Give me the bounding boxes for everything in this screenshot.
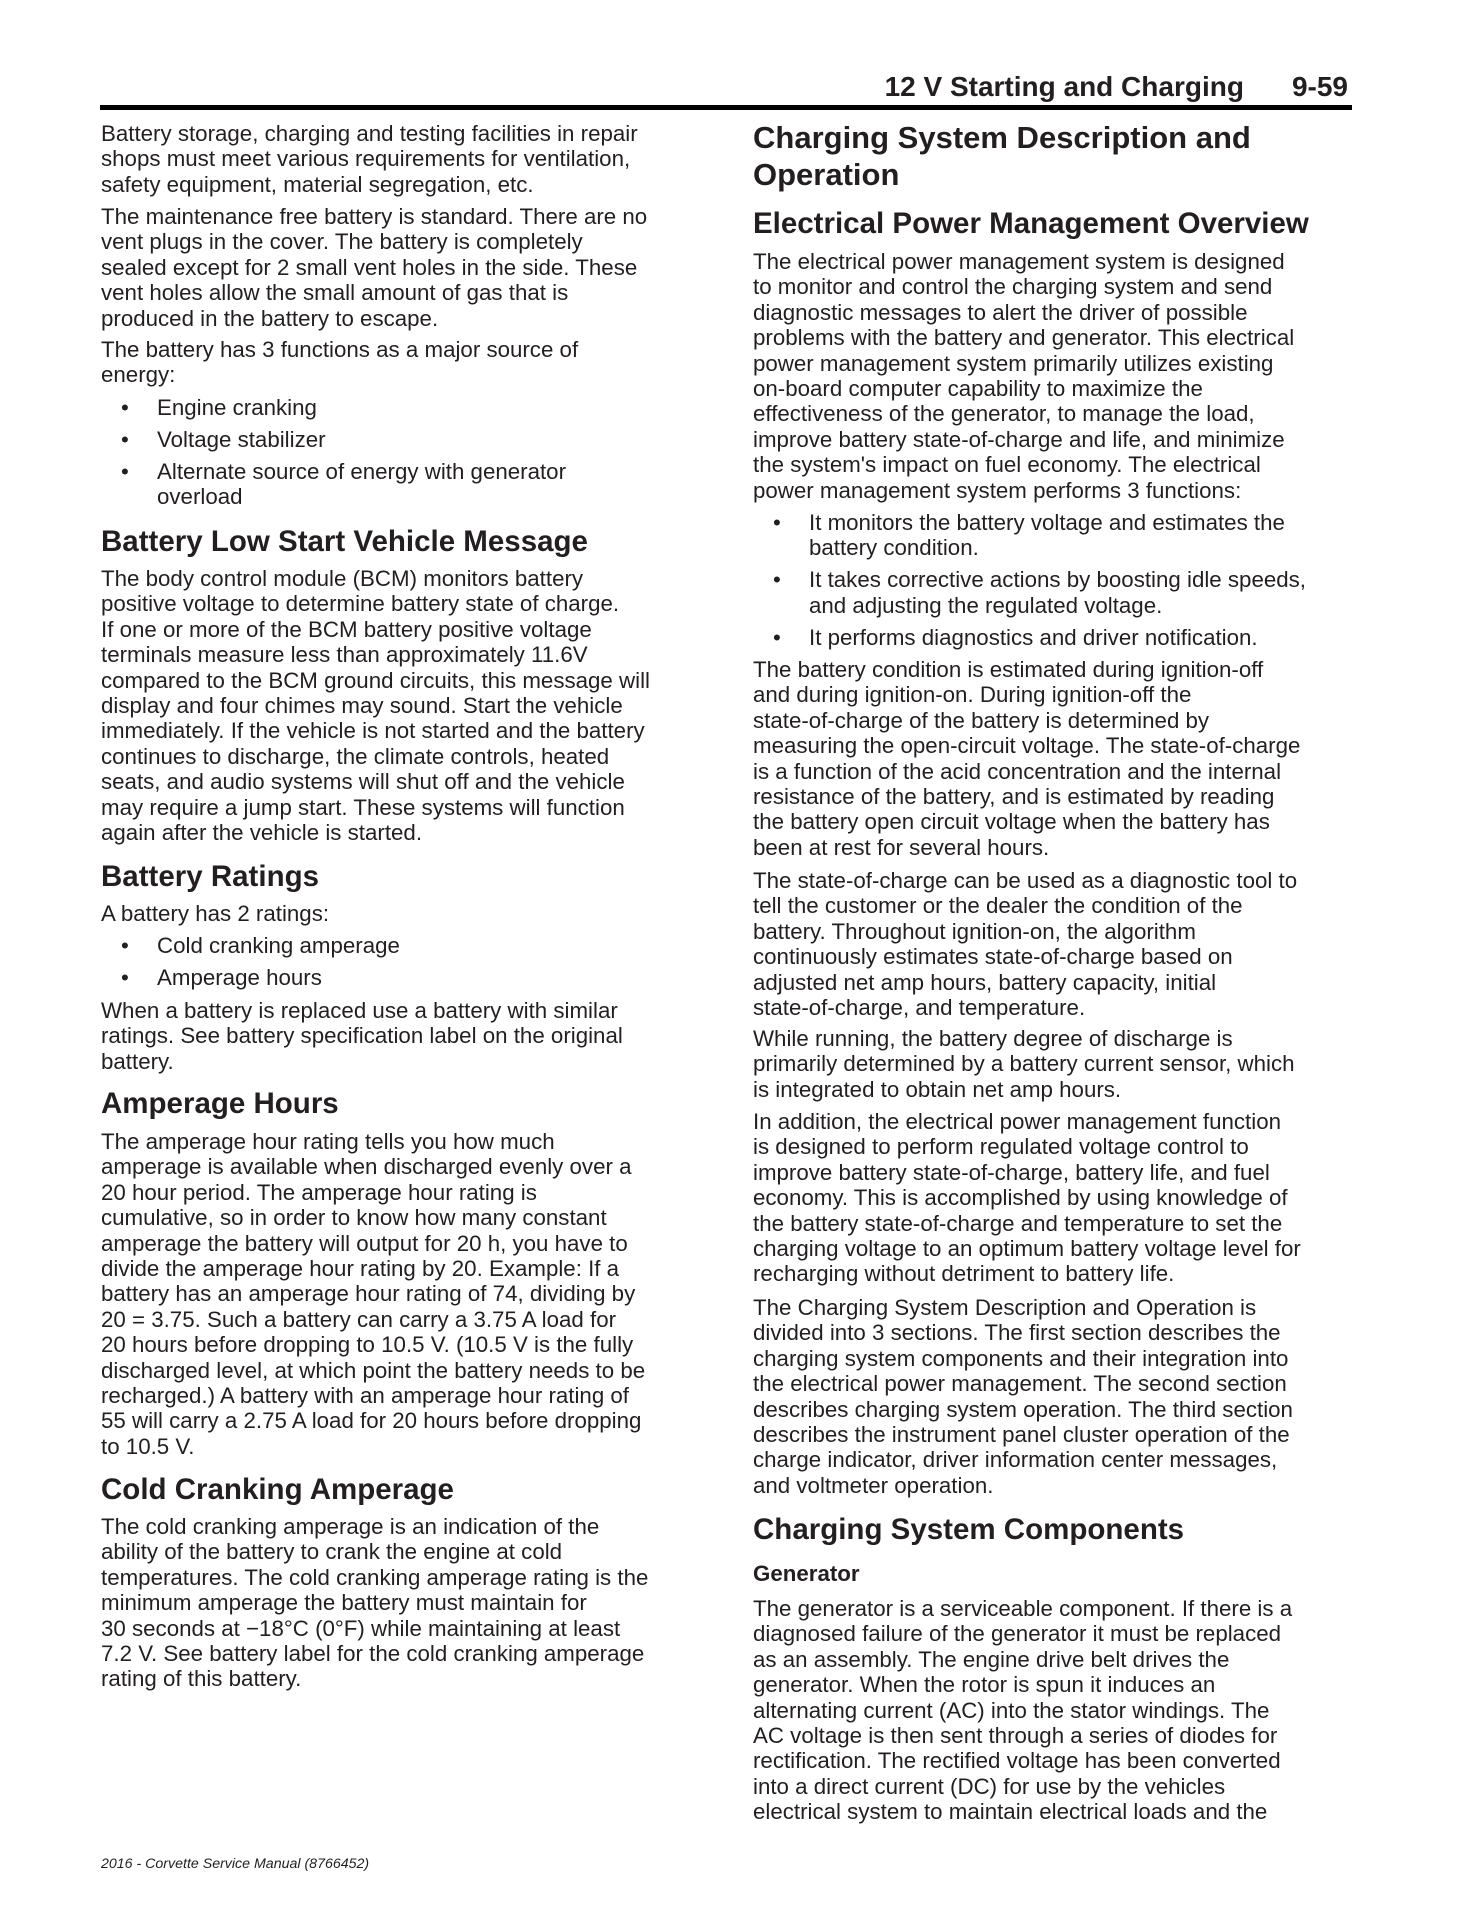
text-line: is designed to perform regulated voltage control to (753, 1134, 1249, 1160)
text-line: The state-of-charge can be used as a diagnostic tool to (753, 868, 1298, 893)
bullet-icon: • (121, 933, 129, 958)
text-line: describes the instrument panel cluster operation of the (753, 1421, 1290, 1447)
text-line: the electrical power management. The second section (753, 1371, 1287, 1397)
text-line: Charging System Description and (753, 120, 1251, 155)
text-line: 30 seconds at −18°C (0°F) while maintaining at least (101, 1615, 621, 1641)
ratings-body (101, 998, 699, 1074)
text-line: improve battery state-of-charge and life, and minimize (753, 426, 1285, 452)
list-item (753, 567, 1353, 618)
text-line: recharged.) A battery with an amperage hour rating of (101, 1382, 630, 1408)
text-line: It monitors the battery voltage and estimates the (809, 510, 1285, 535)
text-line: effectiveness of the generator, to manage the load, (753, 401, 1255, 427)
text-line: It takes corrective actions by boosting idle speeds, (809, 567, 1306, 593)
text-line: Cold cranking amperage (157, 933, 400, 958)
heading-amperage-hours: Amperage Hours (101, 1087, 339, 1120)
text-line: shops must meet various requirements for ventilation, (101, 146, 631, 172)
text-line: been at rest for several hours. (753, 834, 1050, 860)
text-line: tell the customer or the dealer the condition of the (753, 893, 1243, 919)
text-line: describes charging system operation. The third section (753, 1396, 1293, 1422)
battery-condition-paragraph (753, 657, 1353, 860)
text-line: immediately. If the vehicle is not started and the battery (101, 718, 645, 744)
text-line: The maintenance free battery is standard. There are no (101, 204, 648, 229)
list-item (753, 510, 1353, 561)
while-running-paragraph (753, 1026, 1353, 1102)
text-line: vent plugs in the cover. The battery is completely (101, 229, 583, 255)
text-line: The generator is a serviceable component. If there is a (753, 1596, 1293, 1621)
text-line: and voltmeter operation. (753, 1472, 994, 1498)
text-line: ability of the battery to crank the engine at cold (101, 1539, 563, 1565)
text-line: charging voltage to an optimum battery voltage level for (753, 1235, 1301, 1261)
text-line: vent holes allow the small amount of gas that is (101, 280, 569, 306)
text-line: continuously estimates state-of-charge based on (753, 944, 1233, 970)
text-line: improve battery state-of-charge, battery life, and fuel (753, 1159, 1270, 1185)
text-line: measuring the open-circuit voltage. The state-of-charge (753, 733, 1301, 759)
text-line: battery condition. (809, 535, 979, 561)
text-line: The battery has 3 functions as a major source of (101, 337, 579, 362)
text-line: overload (157, 484, 243, 510)
section-title: 12 V Starting and Charging (884, 71, 1244, 102)
text-line: as an assembly. The engine drive belt drives the (753, 1646, 1230, 1672)
text-line: The Charging System Description and Operation is (753, 1295, 1257, 1320)
text-line: positive voltage to determine battery state of charge. (101, 591, 620, 617)
text-line: is a function of the acid concentration and the internal (753, 758, 1282, 784)
text-line: ratings. See battery specification label on the original (101, 1023, 623, 1049)
text-line: electrical system to maintain electrical loads and the (753, 1799, 1268, 1825)
text-line: to 10.5 V. (101, 1433, 195, 1459)
text-line: may require a jump start. These systems will function (101, 794, 625, 820)
text-line: amperage the battery will output for 20 h, you have to (101, 1230, 628, 1256)
text-line: The battery condition is estimated during ignition-off (753, 657, 1264, 682)
text-line: 7.2 V. See battery label for the cold cranking amperage (101, 1640, 645, 1666)
text-line: and adjusting the regulated voltage. (809, 592, 1163, 618)
list-item (753, 625, 1353, 650)
text-line: primarily determined by a battery current sensor, which (753, 1051, 1295, 1077)
text-line: and during ignition-on. During ignition-off the (753, 682, 1192, 708)
text-line: display and four chimes may sound. Start the vehicle (101, 692, 623, 718)
text-line: the system's impact on fuel economy. The electrical (753, 452, 1261, 478)
text-line: divide the amperage hour rating by 20. Example: If a (101, 1255, 620, 1281)
text-line: A battery has 2 ratings: (101, 901, 330, 926)
text-line: battery. Throughout ignition-on, the algorithm (753, 918, 1196, 944)
text-line: AC voltage is then sent through a series of diodes for (753, 1722, 1278, 1748)
battery-functions-list (101, 395, 699, 510)
in-addition-paragraph (753, 1109, 1353, 1287)
intro-paragraph-3 (101, 337, 699, 388)
header-rule (100, 105, 1352, 110)
text-line: recharging without detriment to battery life. (753, 1261, 1175, 1287)
state-of-charge-paragraph (753, 868, 1353, 1020)
list-item (101, 459, 699, 510)
bullet-icon: • (773, 624, 781, 650)
heading-battery-ratings: Battery Ratings (101, 860, 320, 893)
text-line: cumulative, so in order to know how many constant (101, 1205, 607, 1231)
text-line: temperatures. The cold cranking amperage rating is the (101, 1564, 649, 1590)
text-line: state-of-charge, and temperature. (753, 994, 1086, 1020)
text-line: energy: (101, 362, 176, 388)
intro-paragraph-1 (101, 121, 699, 197)
text-line: seats, and audio systems will shut off and the vehicle (101, 769, 625, 795)
list-item (101, 965, 699, 990)
list-item (101, 395, 699, 420)
text-line: rating of this battery. (101, 1666, 302, 1692)
text-line: Alternate source of energy with generator (157, 458, 567, 484)
text-line: Battery storage, charging and testing facilities in repair (101, 121, 638, 146)
bullet-icon: • (121, 395, 129, 420)
text-line: The amperage hour rating tells you how much (101, 1129, 555, 1154)
text-line: Amperage hours (157, 964, 322, 990)
ratings-list (101, 933, 699, 990)
text-line: is integrated to obtain net amp hours. (753, 1076, 1122, 1102)
text-line: produced in the battery to escape. (101, 305, 439, 331)
text-line: into a direct current (DC) for use by the vehicles (753, 1773, 1226, 1799)
text-line: rectification. The rectified voltage has been converted (753, 1748, 1281, 1774)
text-line: Engine cranking (157, 395, 317, 420)
running-header (885, 70, 1348, 104)
text-line: amperage is available when discharged evenly over a (101, 1154, 632, 1180)
text-line: power management system primarily utilizes existing (753, 350, 1274, 376)
text-line: divided into 3 sections. The first section describes the (753, 1320, 1281, 1346)
amperage-hours-body (101, 1129, 699, 1459)
bullet-icon: • (121, 458, 129, 484)
sections-paragraph (753, 1295, 1353, 1498)
page-number: 9-59 (1291, 71, 1348, 102)
text-line: diagnostic messages to alert the driver of possible (753, 299, 1248, 325)
text-line: The cold cranking amperage is an indication of the (101, 1514, 600, 1539)
bullet-icon: • (121, 964, 129, 990)
text-line: terminals measure less than approximately 11.6V (101, 642, 588, 668)
text-line: the battery state-of-charge and temperature to set the (753, 1210, 1283, 1236)
text-line: If one or more of the BCM battery positive voltage (101, 616, 592, 642)
text-line: compared to the BCM ground circuits, this message will (101, 667, 650, 693)
text-line: resistance of the battery, and is estimated by reading (753, 783, 1275, 809)
text-line: minimum amperage the battery must maintain for (101, 1590, 587, 1616)
low-start-body (101, 566, 699, 845)
text-line: In addition, the electrical power management function (753, 1109, 1282, 1134)
text-line: When a battery is replaced use a battery with similar (101, 998, 618, 1023)
heading-generator: Generator (753, 1561, 860, 1586)
text-line: economy. This is accomplished by using knowledge of (753, 1185, 1288, 1211)
heading-charging-system-components: Charging System Components (753, 1513, 1185, 1546)
epm-functions-list (753, 510, 1353, 650)
text-line: power management system performs 3 functions: (753, 477, 1242, 503)
bullet-icon: • (121, 426, 129, 452)
heading-electrical-power-management: Electrical Power Management Overview (753, 207, 1309, 240)
bullet-icon: • (773, 510, 781, 535)
text-line: generator. When the rotor is spun it induces an (753, 1672, 1216, 1698)
text-line: to monitor and control the charging system and send (753, 274, 1273, 300)
text-line: on-board computer capability to maximize the (753, 375, 1203, 401)
bullet-icon: • (773, 567, 781, 593)
text-line: sealed except for 2 small vent holes in the side. These (101, 254, 638, 280)
text-line: problems with the battery and generator. This electrical (753, 325, 1295, 351)
text-line: Voltage stabilizer (157, 426, 326, 452)
list-item (101, 427, 699, 452)
intro-paragraph-2 (101, 204, 699, 331)
text-line: the battery open circuit voltage when the battery has (753, 809, 1270, 835)
text-line: 20 = 3.75. Such a battery can carry a 3.75 A load for (101, 1306, 617, 1332)
text-line: safety equipment, material segregation, etc. (101, 171, 534, 197)
cold-cranking-body (101, 1514, 699, 1692)
text-line: discharged level, at which point the battery needs to be (101, 1357, 646, 1383)
text-line: alternating current (AC) into the stator windings. The (753, 1697, 1270, 1723)
page-footer: 2016 - Corvette Service Manual (8766452) (101, 1856, 370, 1872)
text-line: The electrical power management system is designed (753, 249, 1285, 274)
text-line: 20 hours before dropping to 10.5 V. (10.5 V is the fully (101, 1332, 634, 1358)
generator-body (753, 1596, 1353, 1825)
text-line: charging system components and their integration into (753, 1345, 1289, 1371)
text-line: It performs diagnostics and driver notification. (809, 624, 1258, 650)
text-line: battery has an amperage hour rating of 74, dividing by (101, 1281, 636, 1307)
text-line: again after the vehicle is started. (101, 819, 423, 845)
text-line: state-of-charge of the battery is determined by (753, 707, 1210, 733)
list-item (101, 933, 699, 958)
text-line: battery. (101, 1048, 174, 1074)
heading-battery-low-start: Battery Low Start Vehicle Message (101, 525, 588, 558)
heading-charging-system-description (753, 119, 1353, 193)
epm-body (753, 249, 1353, 503)
heading-cold-cranking-amperage: Cold Cranking Amperage (101, 1473, 454, 1506)
text-line: 20 hour period. The amperage hour rating is (101, 1179, 537, 1205)
text-line: The body control module (BCM) monitors battery (101, 566, 584, 591)
text-line: adjusted net amp hours, battery capacity, initial (753, 969, 1217, 995)
text-line: While running, the battery degree of discharge is (753, 1026, 1233, 1051)
text-line: diagnosed failure of the generator it must be replaced (753, 1621, 1282, 1647)
text-line: continues to discharge, the climate controls, heated (101, 743, 610, 769)
text-line: 55 will carry a 2.75 A load for 20 hours before dropping (101, 1408, 642, 1434)
ratings-intro (101, 901, 699, 926)
text-line: Operation (753, 157, 900, 192)
text-line: charge indicator, driver information center messages, (753, 1447, 1278, 1473)
